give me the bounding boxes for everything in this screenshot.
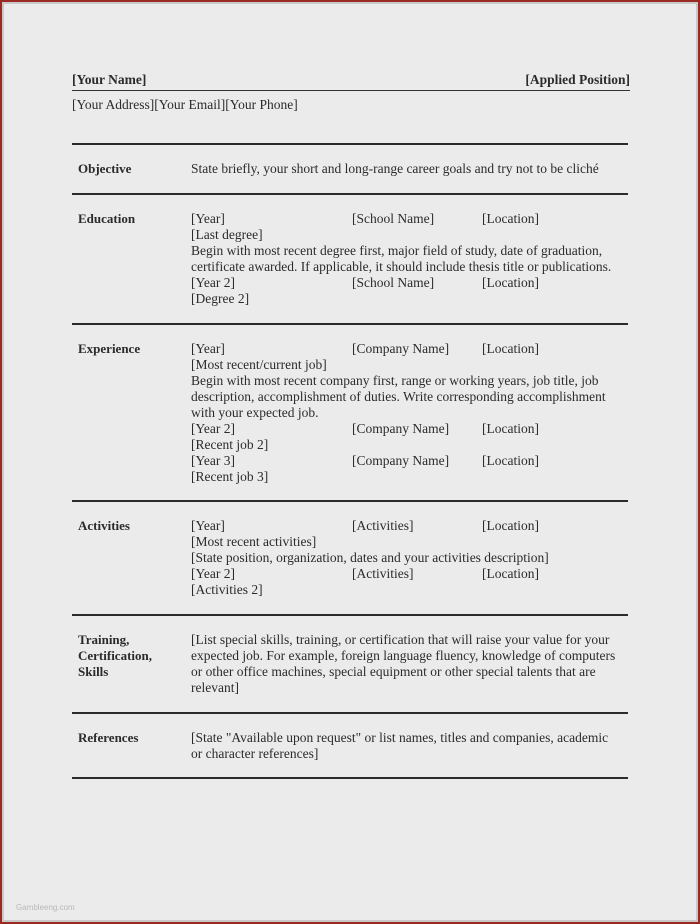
divider [72, 323, 628, 325]
experience-company: [Company Name] [352, 421, 450, 436]
experience-company: [Company Name] [352, 453, 450, 468]
training-text: expected job. For example, foreign language fluency, knowledge of computers [191, 648, 616, 663]
experience-desc: with your expected job. [191, 405, 319, 420]
resume-page [4, 4, 696, 920]
education-location: [Location] [482, 211, 539, 226]
experience-company: [Company Name] [352, 341, 450, 356]
contact-line: [Your Address][Your Email][Your Phone] [72, 97, 298, 112]
activities-location: [Location] [482, 566, 539, 581]
experience-label: Experience [78, 341, 141, 356]
experience-location: [Location] [482, 341, 539, 356]
experience-location: [Location] [482, 453, 539, 468]
activities-year: [Year] [191, 518, 225, 533]
training-label-line: Certification, [78, 648, 153, 663]
your-name: [Your Name] [72, 72, 147, 87]
education-location: [Location] [482, 275, 539, 290]
activities-location: [Location] [482, 518, 539, 533]
education-desc: certificate awarded. If applicable, it should include thesis title or publications. [191, 259, 612, 274]
divider [72, 143, 628, 145]
experience-entry [191, 341, 628, 357]
experience-desc: description, accomplishment of duties. Write corresponding accomplishment [191, 389, 606, 404]
objective-label: Objective [78, 161, 132, 176]
training-label-line: Training, [78, 632, 130, 647]
education-desc: Begin with most recent degree first, major field of study, date of graduation, [191, 243, 603, 258]
watermark: Gambleeng.com [16, 903, 75, 912]
activities-year: [Year 2] [191, 566, 235, 581]
experience-entry [191, 453, 628, 469]
training-text: relevant] [191, 680, 239, 695]
training-label [78, 632, 178, 680]
experience-desc: Begin with most recent company first, range or working years, job title, job [191, 373, 599, 388]
activities-name: [Activities] [352, 518, 414, 533]
activities-entry [191, 566, 628, 582]
divider [72, 500, 628, 502]
header-bar [72, 72, 630, 91]
activities-desc: [State position, organization, dates and your activities description] [191, 550, 549, 565]
experience-entry [191, 421, 628, 437]
references-text: [State "Available upon request" or list names, titles and companies, academic [191, 730, 609, 745]
experience-job: [Recent job 3] [191, 469, 269, 484]
education-school: [School Name] [352, 211, 435, 226]
training-text: [List special skills, training, or certification that will raise your value for your [191, 632, 610, 647]
activities-label: Activities [78, 518, 130, 533]
experience-year: [Year] [191, 341, 225, 356]
experience-year: [Year 2] [191, 421, 235, 436]
divider [72, 614, 628, 616]
applied-position: [Applied Position] [525, 72, 630, 87]
education-label: Education [78, 211, 136, 226]
education-year: [Year 2] [191, 275, 235, 290]
experience-year: [Year 3] [191, 453, 235, 468]
activities-detail: [Activities 2] [191, 582, 263, 597]
experience-job: [Most recent/current job] [191, 357, 327, 372]
training-label-line: Skills [78, 664, 109, 679]
education-degree: [Last degree] [191, 227, 263, 242]
training-text: or other office machines, special equipment or other special talents that are [191, 664, 596, 679]
education-entry [191, 211, 628, 227]
education-school: [School Name] [352, 275, 435, 290]
divider [72, 777, 628, 779]
experience-location: [Location] [482, 421, 539, 436]
education-degree: [Degree 2] [191, 291, 250, 306]
activities-entry [191, 518, 628, 534]
activities-detail: [Most recent activities] [191, 534, 317, 549]
education-entry [191, 275, 628, 291]
experience-job: [Recent job 2] [191, 437, 269, 452]
references-text: or character references] [191, 746, 319, 761]
activities-name: [Activities] [352, 566, 414, 581]
divider [72, 193, 628, 195]
objective-text: State briefly, your short and long-range career goals and try not to be cliché [191, 161, 599, 176]
references-label: References [78, 730, 139, 745]
education-year: [Year] [191, 211, 225, 226]
divider [72, 712, 628, 714]
